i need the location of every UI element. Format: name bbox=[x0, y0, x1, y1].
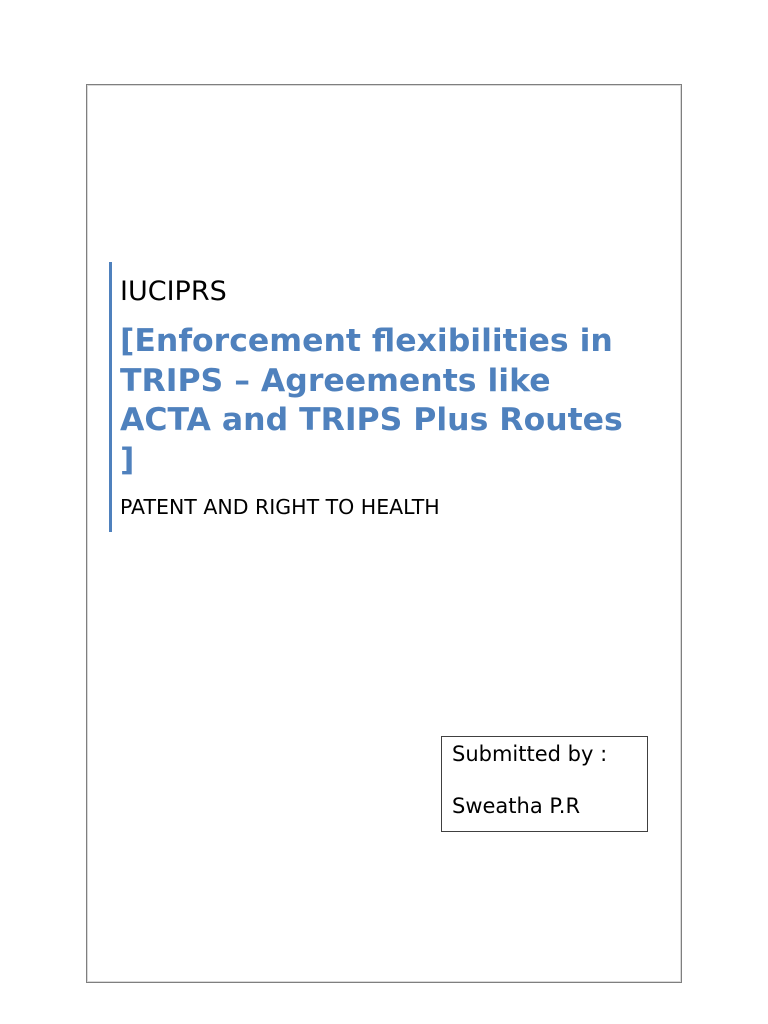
document-subtitle: PATENT AND RIGHT TO HEALTH bbox=[120, 495, 440, 519]
document-title: [Enforcement flexibilities in TRIPS – Agreements like ACTA and TRIPS Plus Routes ] bbox=[120, 323, 623, 478]
submitted-by-label: Submitted by : bbox=[452, 742, 608, 766]
title-block bbox=[109, 262, 652, 532]
organization-name: IUCIPRS bbox=[120, 276, 227, 307]
page-border bbox=[86, 84, 682, 983]
submitted-by-box bbox=[441, 736, 648, 832]
author-name: Sweatha P.R bbox=[452, 794, 581, 818]
